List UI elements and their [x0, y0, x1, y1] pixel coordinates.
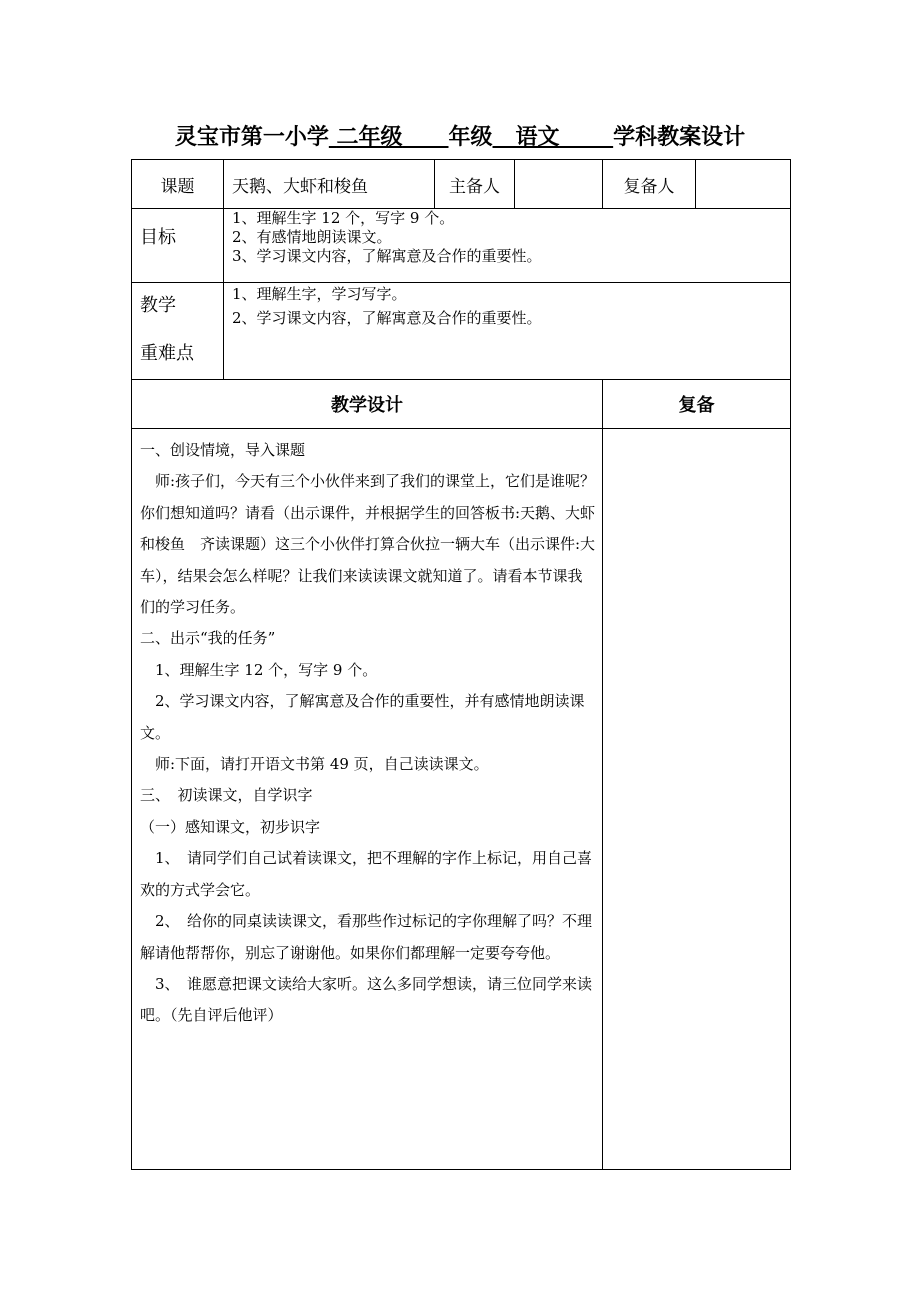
key-points-label-cell	[132, 283, 224, 380]
title-subject-value: 语文	[515, 125, 560, 150]
key-points-content	[224, 283, 791, 380]
lesson-plan-table	[131, 159, 791, 1170]
design-paragraph: 2、 给你的同桌读读课文，看那些作过标记的字你理解了吗？不理解请他帮帮你，别忘了谢谢他。如果你们都理解一定要夸夸他。	[140, 912, 593, 962]
title-grade-label: 年级	[448, 125, 493, 150]
objective-item: 3、学习课文内容，了解寓意及合作的重要性。	[232, 247, 542, 265]
design-paragraph: 2、学习课文内容，了解寓意及合作的重要性，并有感情地朗读课文。	[140, 692, 585, 742]
objectives-label-cell	[132, 209, 224, 283]
page-title	[0, 120, 920, 151]
objective-item: 1、理解生字 12 个，写字 9 个。	[232, 209, 455, 227]
co-preparer-value	[696, 160, 791, 209]
design-heading: 二、出示“我的任务”	[140, 629, 276, 648]
review-content	[603, 429, 791, 1170]
objectives-row	[132, 209, 791, 283]
review-section-label: 复备	[603, 380, 791, 429]
title-grade-value: 二年级	[336, 125, 403, 150]
design-section-label: 教学设计	[132, 380, 603, 429]
design-content	[132, 429, 603, 1170]
design-heading: 三、 初读课文，自学识字	[140, 786, 313, 805]
design-heading: （一）感知课文，初步识字	[140, 817, 321, 836]
design-paragraph: 3、 谁愿意把课文读给大家听。这么多同学想读，请三位同学来读吧。（先自评后他评）	[140, 974, 593, 1025]
objective-item: 2、有感情地朗读课文。	[232, 228, 392, 246]
design-paragraph: 师:孩子们，今天有三个小伙伴来到了我们的课堂上，它们是谁呢？你们想知道吗？请看（出示课件，并根据学生的回答板书:天鹅、大虾和梭鱼 齐读课题）这三个小伙伴打算合伙拉一辆大车（出示课件:大车），结果会怎么样呢？让我们来读读课文就知道了。请看本节课我们的学习任务。	[140, 472, 596, 617]
header-row	[132, 160, 791, 209]
lesson-value: 天鹅、大虾和梭鱼	[224, 160, 435, 209]
objectives-content	[224, 209, 791, 283]
lesson-label: 课题	[132, 160, 224, 209]
key-points-label-line1: 教学	[140, 295, 176, 316]
title-suffix: 学科教案设计	[613, 125, 746, 150]
objectives-label: 目标	[140, 227, 176, 248]
main-preparer-value	[515, 160, 603, 209]
co-preparer-label: 复备人	[603, 160, 696, 209]
key-points-label-line2: 重难点	[140, 343, 194, 364]
design-paragraph: 师:下面，请打开语文书第 49 页，自己读读课文。	[155, 755, 489, 774]
key-points-row	[132, 283, 791, 380]
design-paragraph: 1、理解生字 12 个，写字 9 个。	[155, 660, 378, 679]
design-heading: 一、创设情境，导入课题	[140, 441, 306, 459]
main-preparer-label: 主备人	[435, 160, 515, 209]
key-point-item: 2、学习课文内容，了解寓意及合作的重要性。	[232, 309, 542, 327]
key-point-item: 1、理解生字，学习写字。	[232, 285, 407, 303]
design-row	[132, 429, 791, 1170]
design-paragraph: 1、 请同学们自己试着读课文，把不理解的字作上标记，用自己喜欢的方式学会它。	[140, 849, 593, 899]
section-header-row	[132, 380, 791, 429]
title-school: 灵宝市第一小学	[174, 125, 329, 150]
